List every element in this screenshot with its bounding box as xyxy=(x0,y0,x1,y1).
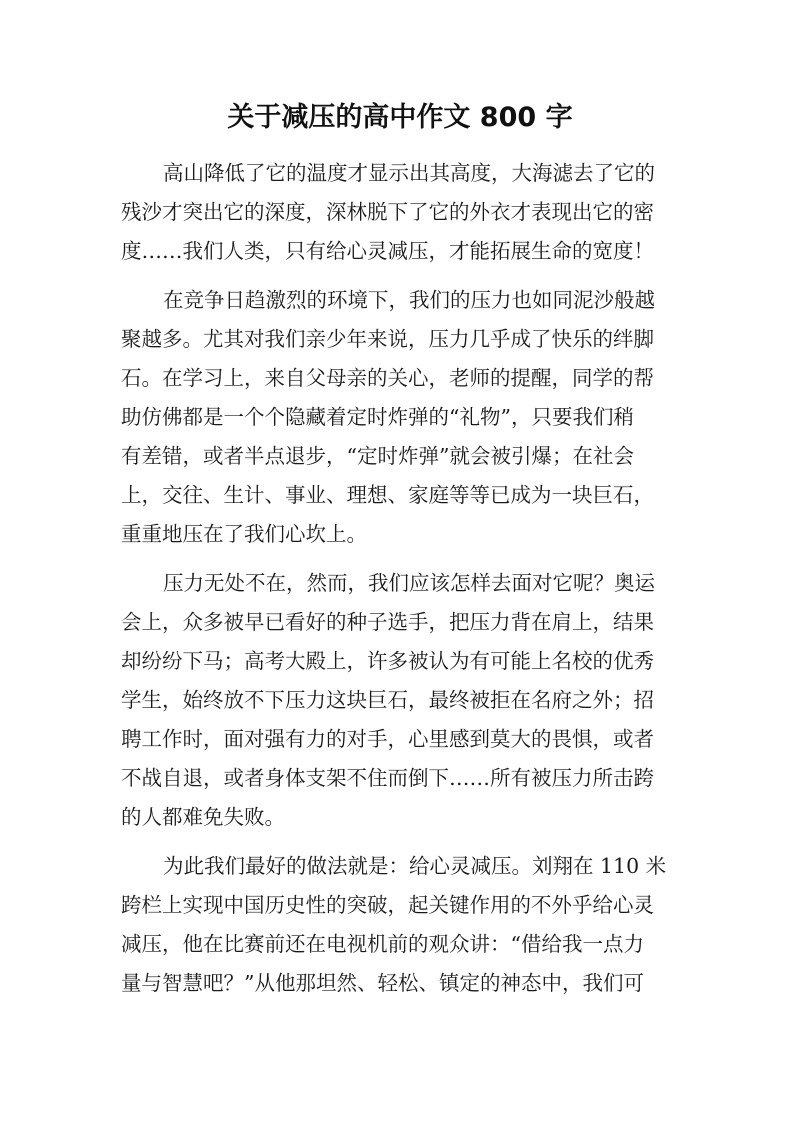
paragraph-line: 学生，始终放不下压力这块巨石，最终被拒在名府之外；招 xyxy=(121,688,654,712)
paragraph-2 xyxy=(121,281,683,554)
paragraph-line: 在竞争日趋激烈的环境下，我们的压力也如同泥沙般越 xyxy=(163,288,655,312)
paragraph-line: 的人都难免失败。 xyxy=(121,805,285,829)
paragraph-line: 重重地压在了我们心坎上。 xyxy=(121,522,367,546)
document-body xyxy=(121,154,683,1013)
paragraph-line: 度……我们人类，只有给心灵减压，才能拓展生命的宽度！ xyxy=(121,239,654,263)
paragraph-line: 有差错，或者半点退步，“定时炸弹”就会被引爆；在社会 xyxy=(121,444,634,468)
paragraph-line: 压力无处不在，然而，我们应该怎样去面对它呢？奥运 xyxy=(163,571,655,595)
paragraph-line: 聚越多。尤其对我们亲少年来说，压力几乎成了快乐的绊脚 xyxy=(121,327,654,351)
paragraph-1 xyxy=(121,154,683,271)
paragraph-line: 量与智慧吧？”从他那坦然、轻松、镇定的神态中，我们可 xyxy=(121,971,644,995)
paragraph-line: 不战自退，或者身体支架不住而倒下……所有被压力所击跨 xyxy=(121,766,654,790)
paragraph-line: 助仿佛都是一个个隐藏着定时炸弹的“礼物”，只要我们稍 xyxy=(121,405,634,429)
paragraph-line: 石。在学习上，来自父母亲的关心，老师的提醒，同学的帮 xyxy=(121,366,654,390)
paragraph-line: 聘工作时，面对强有力的对手，心里感到莫大的畏惧，或者 xyxy=(121,727,654,751)
paragraph-line: 高山降低了它的温度才显示出其高度，大海滤去了它的 xyxy=(163,161,655,185)
paragraph-line: 会上，众多被早已看好的种子选手，把压力背在肩上，结果 xyxy=(121,610,654,634)
paragraph-line: 跨栏上实现中国历史性的突破，起关键作用的不外乎给心灵 xyxy=(121,893,654,917)
document-title: 关于减压的高中作文 800 字 xyxy=(227,102,573,133)
paragraph-line: 却纷纷下马；高考大殿上，许多被认为有可能上名校的优秀 xyxy=(121,649,654,673)
paragraph-line: 残沙才突出它的深度，深林脱下了它的外衣才表现出它的密 xyxy=(121,200,654,224)
paragraph-line: 上，交往、生计、事业、理想、家庭等等已成为一块巨石， xyxy=(121,483,654,507)
paragraph-3 xyxy=(121,564,683,837)
paragraph-4 xyxy=(121,847,683,1003)
paragraph-line: 减压，他在比赛前还在电视机前的观众讲：“借给我一点力 xyxy=(121,932,644,956)
paragraph-line: 为此我们最好的做法就是：给心灵减压。刘翔在 110 米 xyxy=(163,854,667,878)
